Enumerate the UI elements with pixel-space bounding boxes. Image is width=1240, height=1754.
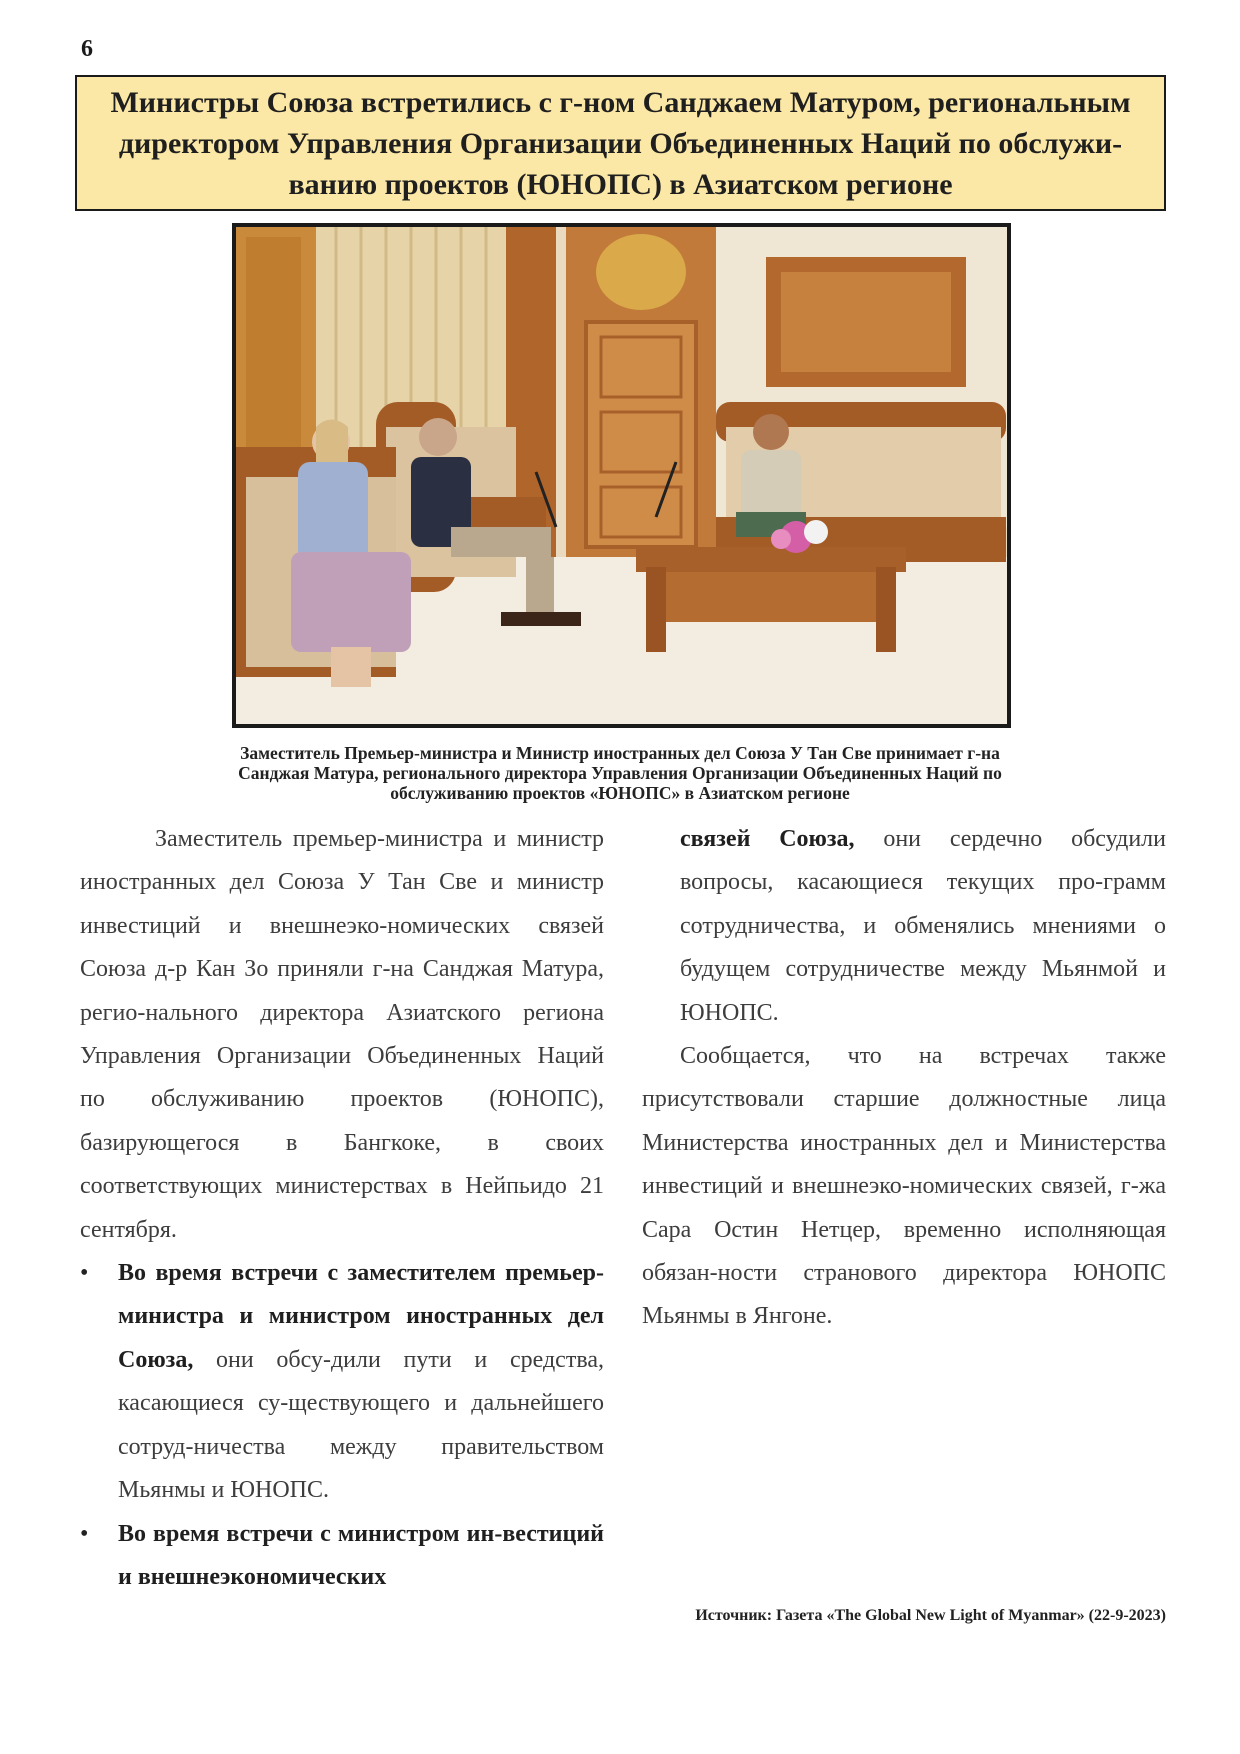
- bullet-text: они сердечно обсудили вопросы, касающиеся текущих про-грамм сотрудничества, и обменялись мнениями о будущем сотрудничестве между Мьянмой и ЮНОПС.: [680, 826, 1166, 1026]
- caption-line: Санджая Матура, регионального директора Управления Организации Объединенных Наций по: [238, 763, 1002, 783]
- page-number: 6: [81, 36, 93, 62]
- closing-paragraph: Сообщается, что на встречах также присутствовали старшие должностные лица Министерства иностранных дел и Министерства инвестиций и внешнеэко-номических связей, г-жа Сара Остин Нетцер, временно исполняющая обязан-ности странового директора ЮНОПС Мьянмы в Янгоне.: [642, 1043, 1166, 1330]
- caption-line: Заместитель Премьер-министра и Министр иностранных дел Союза У Тан Све принимает г-на: [240, 743, 1000, 763]
- source-credit: Источник: Газета «The Global New Light of Myanmar» (22-9-2023): [695, 1607, 1166, 1624]
- bullet-item-investment: [80, 1513, 604, 1600]
- headline-box: [75, 75, 1166, 211]
- bullet-lead: Во время встречи с заместителем премьер-министра и министром иностранных дел Союза,: [118, 1260, 604, 1373]
- caption-line: обслуживанию проектов «ЮНОПС» в Азиатском регионе: [390, 783, 850, 803]
- meeting-photo: [232, 223, 1011, 728]
- bullet-lead: Во время встречи с министром ин-вестиций и внешнеэкономических: [118, 1520, 604, 1590]
- photo-caption: [140, 743, 1100, 803]
- bullet-list: [80, 1252, 604, 1599]
- bullet-lead-continued: связей Союза,: [680, 826, 855, 852]
- bullet-text: они обсу-дили пути и средства, касающиеся су-ществующего и дальнейшего сотруд-ничества между правительством Мьянмы и ЮНОПС.: [118, 1346, 604, 1504]
- intro-paragraph: Заместитель премьер-министра и министр иностранных дел Союза У Тан Све и министр инвестиций и внешнеэко-номических связей Союза д-р Кан Зо приняли г-на Санджая Матура, регио-нального директора Азиатского региона Управления Организации Объединенных Наций по обслуживанию проектов (ЮНОПС), базирующегося в Бангкоке, в своих соответствующих министерствах в Нейпьидо 21 сентября.: [80, 826, 604, 1243]
- left-column: [80, 818, 604, 1599]
- right-column: [642, 818, 1166, 1339]
- bullet-continuation: [642, 818, 1166, 1035]
- bullet-item-foreign-affairs: [80, 1252, 604, 1512]
- headline: Министры Союза встретились с г-ном Санджаем Матуром, региональным директором Управления Организации Объединенных Наций по обслужи-ванию проектов (ЮНОПС) в Азиатском регионе: [110, 85, 1131, 201]
- meeting-photo-illustration: [236, 227, 1007, 724]
